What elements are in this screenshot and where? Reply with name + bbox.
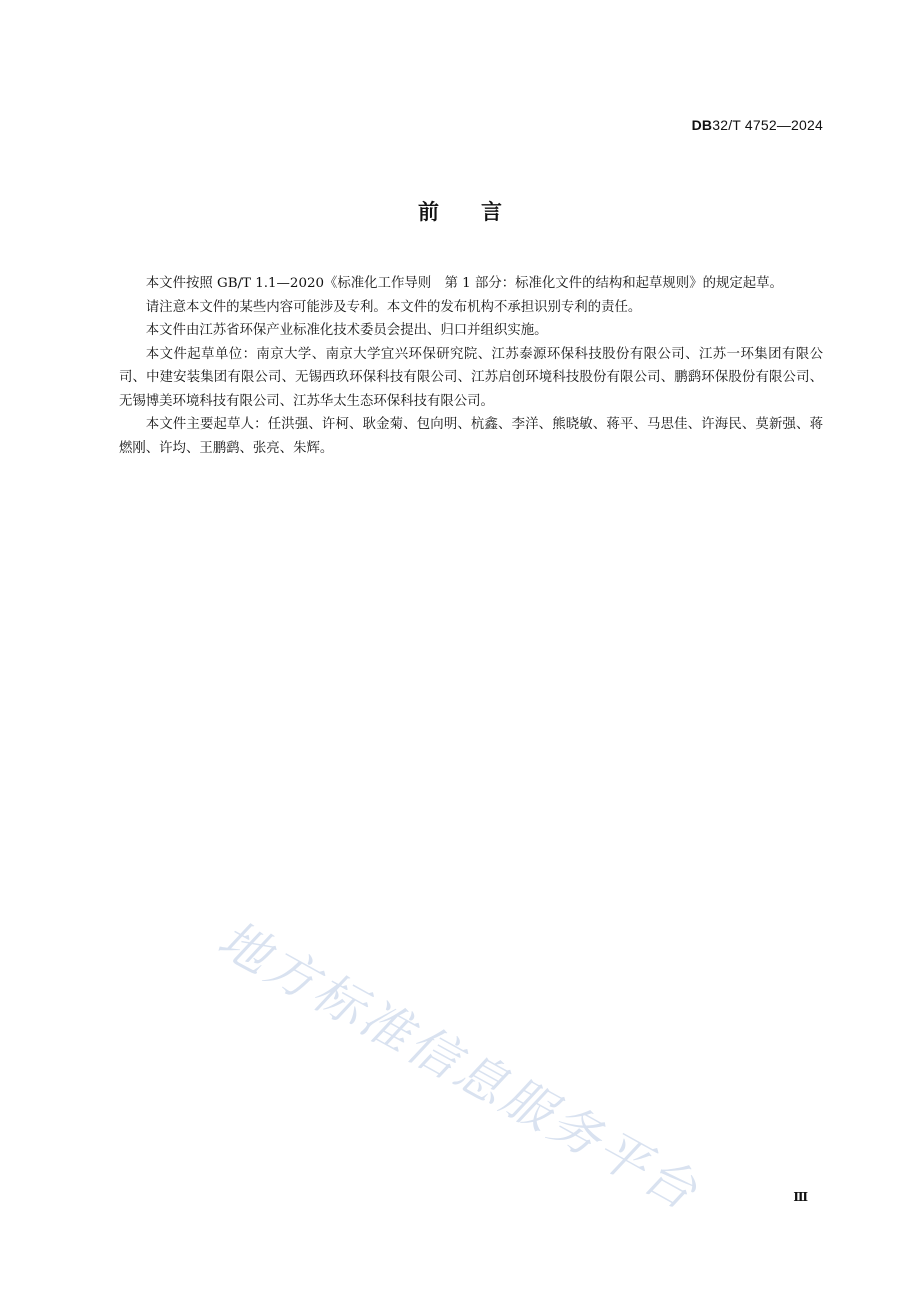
document-code [692, 117, 823, 133]
document-code-prefix: DB [691, 117, 713, 133]
page-number: Ⅲ [793, 1190, 808, 1204]
paragraph-drafting-rules: 本文件按照 GB/T 1.1—2020《标准化工作导则 第 1 部分：标准化文件的结构和起草规则》的规定起草。 [145, 276, 783, 291]
paragraph-proposer: 本文件由江苏省环保产业标准化技术委员会提出、归口并组织实施。 [145, 323, 548, 338]
foreword-body [119, 272, 823, 460]
document-code-number: 32/T 4752—2024 [712, 117, 823, 133]
paragraph-drafting-units: 本文件起草单位：南京大学、南京大学宜兴环保研究院、江苏泰源环保科技股份有限公司、江苏一环集团有限公司、中建安装集团有限公司、无锡西玖环保科技有限公司、江苏启创环境科技股份有限公司、鹏鹞环保股份有限公司、无锡博美环境科技有限公司、江苏华太生态环保科技有限公司。 [119, 346, 823, 409]
watermark: 地方标准信息服务平台 [208, 909, 709, 1223]
paragraph-patent-notice: 请注意本文件的某些内容可能涉及专利。本文件的发布机构不承担识别专利的责任。 [145, 299, 642, 315]
page-title: 前言 [418, 200, 544, 224]
paragraph-drafters: 本文件主要起草人：任洪强、许柯、耿金菊、包向明、杭鑫、李洋、熊晓敏、蒋平、马思佳、许海民、莫新强、蒋燃刚、许均、王鹏鹞、张亮、朱辉。 [119, 417, 823, 456]
